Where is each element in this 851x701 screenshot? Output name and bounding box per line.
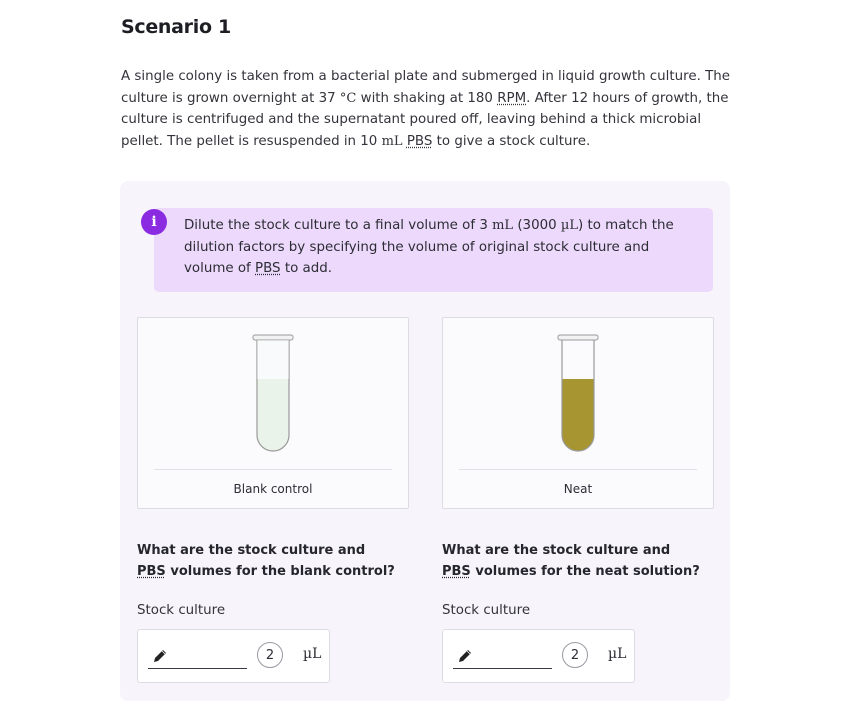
stock-culture-input-blank[interactable]	[137, 629, 330, 683]
question-neat-solution: What are the stock culture and PBS volumes for the neat solution?	[442, 543, 700, 579]
info-icon: i	[141, 209, 167, 235]
pencil-icon	[152, 648, 168, 664]
stock-culture-label: Stock culture	[137, 603, 226, 618]
significant-figures-badge: 2	[562, 642, 588, 668]
scenario-title: Scenario 1	[121, 16, 231, 38]
info-text: Dilute the stock culture to a final volume of 3 mL (3000 µL) to match the dilution factors by specifying the volume of original stock culture and volume of PBS to add.	[184, 218, 674, 276]
card-divider	[459, 469, 697, 470]
unit-label: µL	[303, 646, 322, 662]
card-divider	[154, 469, 392, 470]
tube-card-neat	[442, 317, 714, 509]
tube-caption: Neat	[563, 482, 593, 496]
tube-card-blank	[137, 317, 409, 509]
input-underline	[148, 668, 247, 669]
test-tube-icon	[556, 333, 600, 455]
scenario-description: A single colony is taken from a bacterial plate and submerged in liquid growth culture. The culture is grown overnight at 37 °C with shaking at 180 RPM. After 12 hours of growth, the culture is centrifuged and the supernatant poured off, leaving behind a thick microbial pellet. The pellet is resuspended in 10 mL PBS to give a stock culture.	[121, 69, 730, 149]
question-blank-control: What are the stock culture and PBS volumes for the blank control?	[137, 543, 395, 579]
pbs-abbreviation[interactable]: PBS	[137, 564, 166, 579]
stock-culture-label: Stock culture	[442, 603, 531, 618]
pbs-abbreviation[interactable]: PBS	[442, 564, 471, 579]
pbs-abbreviation[interactable]: PBS	[255, 261, 281, 276]
pencil-icon	[457, 648, 473, 664]
rpm-abbreviation[interactable]: RPM	[497, 90, 527, 106]
significant-figures-badge: 2	[257, 642, 283, 668]
pbs-abbreviation[interactable]: PBS	[406, 133, 433, 149]
test-tube-icon	[251, 333, 295, 455]
tube-caption: Blank control	[233, 482, 313, 496]
stock-culture-input-neat[interactable]	[442, 629, 635, 683]
unit-label: µL	[608, 646, 627, 662]
input-underline	[453, 668, 552, 669]
